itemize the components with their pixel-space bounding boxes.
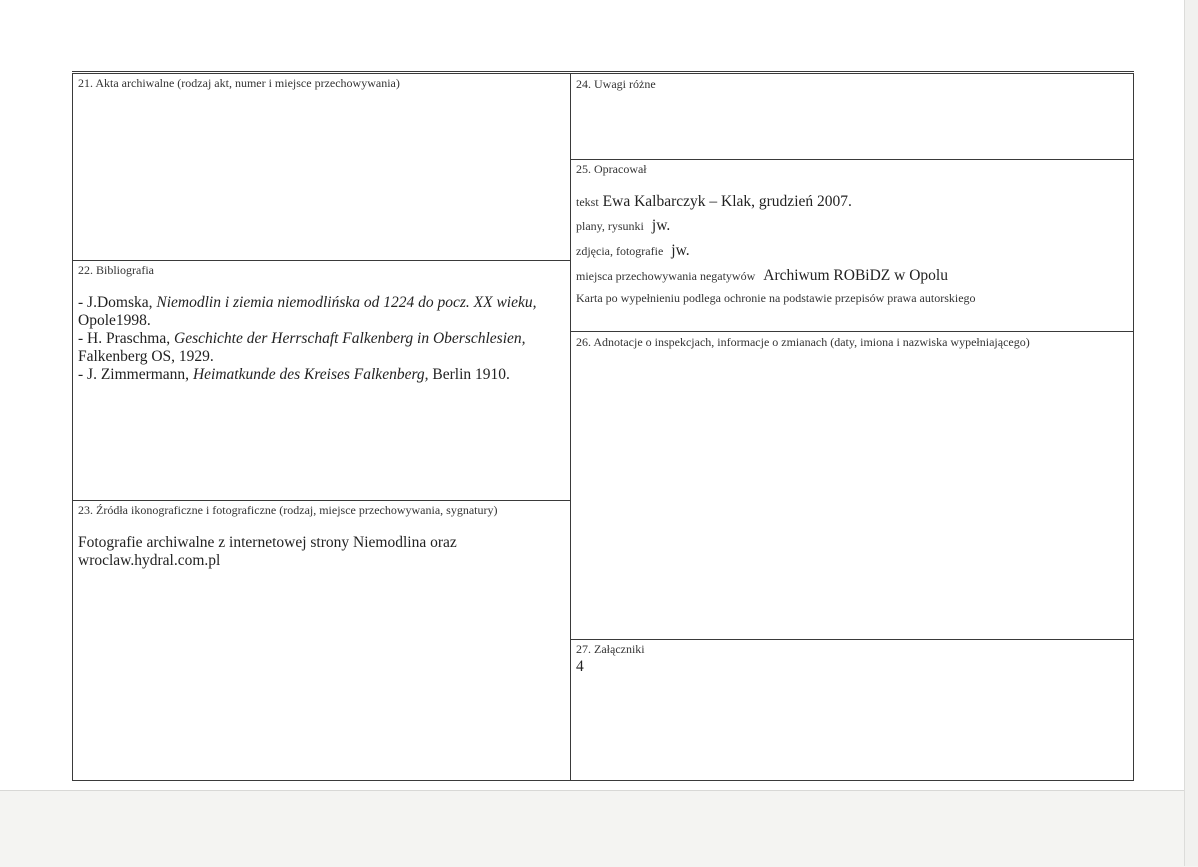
divider-22-23 (72, 500, 571, 501)
plany-row: plany, rysunki jw. (576, 217, 671, 234)
divider-26-27 (570, 639, 1134, 640)
section-27-value: 4 (576, 658, 584, 675)
page-bottom-edge (0, 790, 1198, 867)
section-22-bibliografia (78, 263, 566, 384)
section-23-text: Fotografie archiwalne z internetowej strony Niemodlina oraz wroclaw.hydral.com.pl (78, 534, 457, 569)
top-rule (72, 71, 1134, 72)
bibliography-entry: - J. Zimmermann, Heimatkunde des Kreises Falkenberg, Berlin 1910. (78, 366, 510, 383)
section-23-label: 23. Źródła ikonograficzne i fotograficzne (rodzaj, miejsce przechowywania, sygnatury) (78, 503, 498, 517)
section-27-label: 27. Załączniki (576, 642, 645, 656)
zdjecia-row: zdjęcia, fotografie jw. (576, 242, 690, 259)
section-26-label: 26. Adnotacje o inspekcjach, informacje o zmianach (daty, imiona i nazwiska wypełniającego) (576, 335, 1030, 349)
section-22-label: 22. Bibliografia (78, 263, 154, 277)
column-divider (570, 73, 571, 781)
bibliography-entry: - J.Domska, Niemodlin i ziemia niemodlińska od 1224 do pocz. XX wieku, Opole1998. (78, 294, 537, 329)
section-21-akta-archiwalne (78, 76, 566, 90)
bibliography-entry: - H. Praschma, Geschichte der Herrschaft Falkenberg in Oberschlesien, Falkenberg OS, 1929. (78, 330, 526, 365)
section-25-label: 25. Opracował (576, 162, 647, 176)
section-24-label: 24. Uwagi różne (576, 77, 656, 91)
section-23-zrodla-ikonograficzne (78, 503, 548, 570)
section-25-opracowal (576, 162, 1131, 306)
section-27-zalaczniki (576, 642, 1131, 676)
bibliography-list (78, 294, 566, 384)
copyright-note: Karta po wypełnieniu podlega ochronie na podstawie przepisów prawa autorskiego (576, 291, 976, 305)
tekst-row: tekst Ewa Kalbarczyk – Klak, grudzień 2007. (576, 193, 852, 210)
section-21-label: 21. Akta archiwalne (rodzaj akt, numer i miejsce przechowywania) (78, 76, 400, 90)
divider-24-25 (570, 159, 1134, 160)
divider-21-22 (72, 260, 571, 261)
miejsca-row: miejsca przechowywania negatywów Archiwum ROBiDZ w Opolu (576, 267, 948, 284)
section-24-uwagi (576, 77, 1126, 91)
page-right-edge (1184, 0, 1198, 866)
section-26-adnotacje (576, 335, 1131, 349)
divider-25-26 (570, 331, 1134, 332)
